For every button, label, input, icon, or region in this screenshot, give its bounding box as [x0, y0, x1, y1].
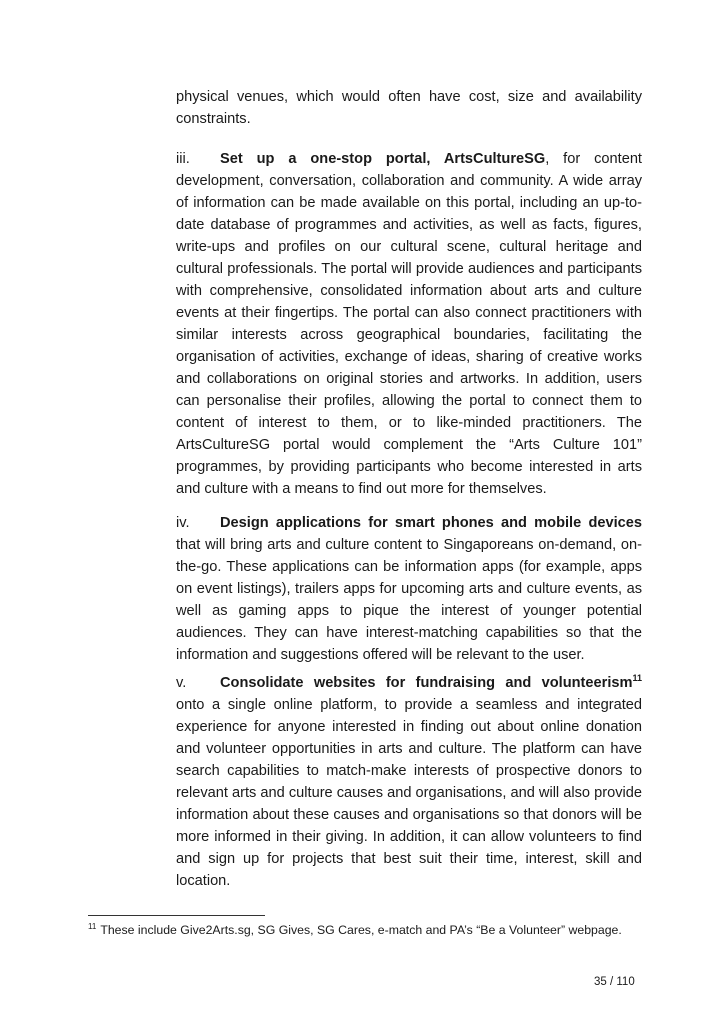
footnote-reference: 11: [632, 673, 642, 684]
item-v-paragraph: [176, 672, 642, 892]
item-iii-heading: Set up a one-stop portal, ArtsCultureSG: [220, 151, 546, 167]
item-v-text: onto a single online platform, to provide a seamless and integrated experience for anyone interested in finding out about online donation and volunteer opportunities in arts and culture. The platform can have search capabilities to match-make interests of prospective donors to relevant arts and culture causes and organisations, and will also provide information about these causes and organisations so that donors will be more informed in their giving. In addition, it can allow volunteers to find and sign up for projects that best suit their time, interest, skill and location.: [176, 697, 642, 889]
page-number: 35 / 110: [594, 976, 635, 988]
intro-text: physical venues, which would often have cost, size and availability constraints.: [176, 89, 642, 127]
footnote: [88, 922, 648, 938]
item-iv-number: iv.: [176, 515, 190, 531]
item-iv-paragraph: [176, 512, 642, 666]
item-iv-text: that will bring arts and culture content to Singaporeans on-demand, on-the-go. These applications can be information apps (for example, apps on event listings), trailers apps for upcoming arts and culture events, as well as gaming apps to pique the interest of younger potential audiences. They can have interest-matching capabilities so that the information and suggestions offered will be relevant to the user.: [176, 537, 642, 663]
intro-paragraph: [176, 86, 642, 130]
item-iii-number: iii.: [176, 151, 190, 167]
item-iv-heading: Design applications for smart phones and mobile devices: [220, 515, 642, 531]
footnote-marker: 11: [88, 921, 97, 931]
item-iii-text: , for content development, conversation, collaboration and community. A wide array of information can be made available on this portal, including an up-to-date database of programmes and activities, as well as facts, figures, write-ups and profiles on our cultural scene, cultural heritage and cultural professionals. The portal will provide audiences and participants with comprehensive, consolidated information about arts and culture events at their fingertips. The portal can also connect practitioners with similar interests across geographical boundaries, facilitating the organisation of activities, exchange of ideas, sharing of creative works and collaborations on original stories and artworks. In addition, users can personalise their profiles, allowing the portal to connect them to content of interest to them, or to like-minded practitioners. The ArtsCultureSG portal would complement the “Arts Culture 101” programmes, by providing participants who become interested in arts and culture with a means to find out more for themselves.: [176, 151, 642, 497]
item-v-heading: Consolidate websites for fundraising and volunteerism: [220, 675, 633, 691]
footnote-divider: [88, 915, 265, 916]
item-iii-paragraph: [176, 148, 642, 500]
footnote-text: These include Give2Arts.sg, SG Gives, SG Cares, e-match and PA’s “Be a Volunteer” webpage.: [100, 923, 622, 937]
item-v-number: v.: [176, 675, 187, 691]
